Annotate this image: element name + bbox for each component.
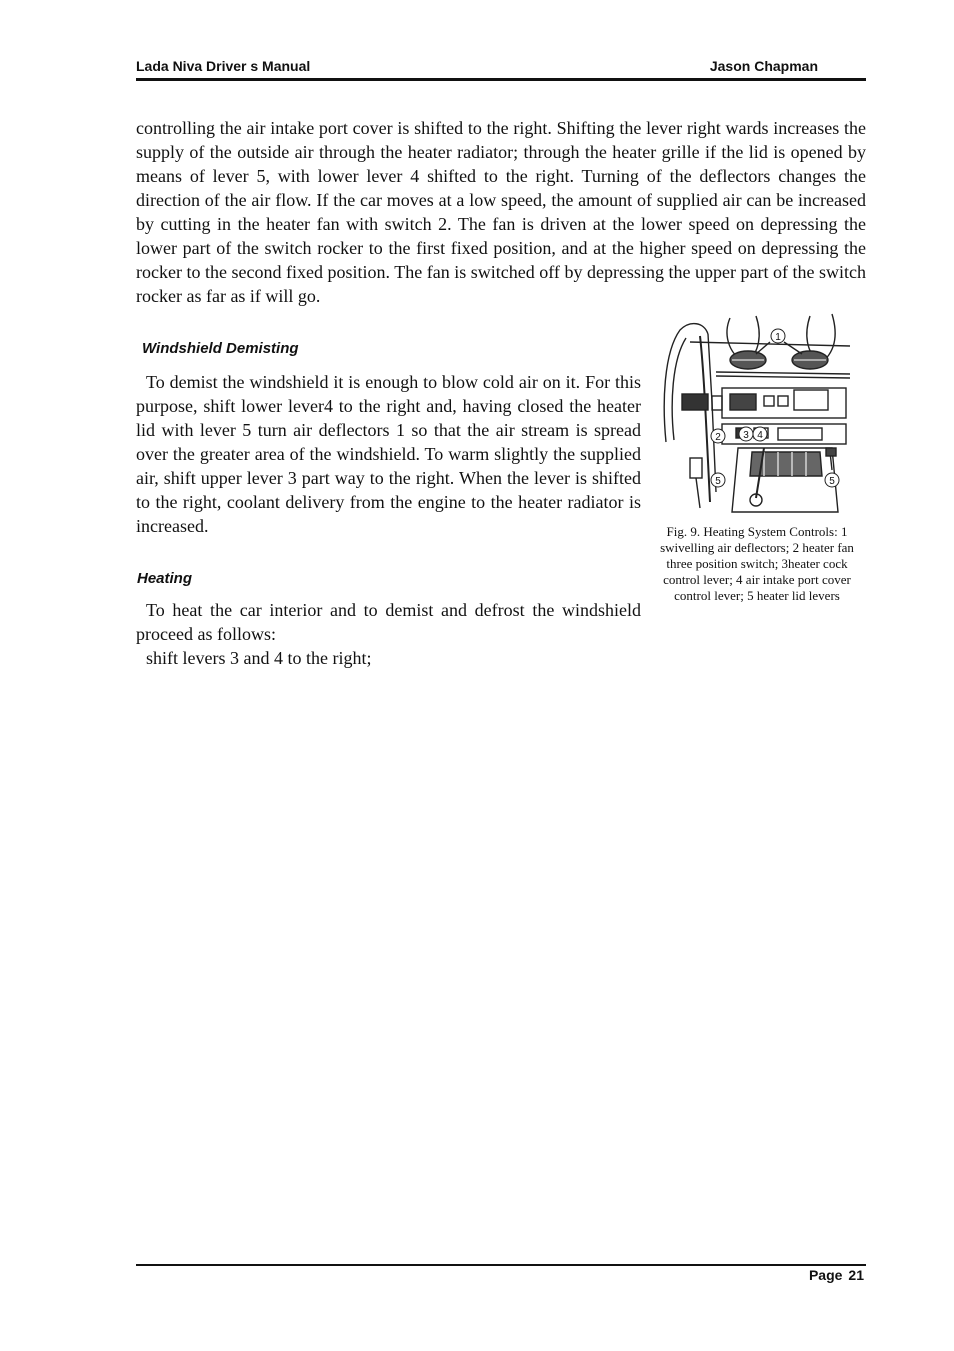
intro-paragraph: controlling the air intake port cover is shifted to the right. Shifting the lever right wards increases the supply of the outside air through the heater radiator; through the heater grille if the lid is opened by means of lever 5, with lower lever 4 shifted to the right. Turning of the deflectors changes the direction of the air flow. If the car moves at a low speed, the amount of supplied air can be increased by cutting in the heater fan with switch 2. The fan is driven at the lower speed on depressing the lower part of the switch rocker to the first fixed position, and at the higher speed on depressing the rocker to the second fixed position. The fan is switched off by depressing the upper part of the switch rocker as far as if will go. (136, 118, 866, 306)
heating-paragraph: To heat the car interior and to demist and defrost the windshield proceed as follows: (136, 600, 641, 644)
page-header (136, 58, 866, 81)
callout-5-right (825, 473, 839, 487)
heating-heading: Heating (137, 570, 193, 587)
page-label: Page (808, 1267, 843, 1283)
callout-2-label: 2 (715, 432, 721, 443)
callout-2 (711, 429, 725, 443)
callout-4 (753, 427, 767, 441)
callout-1 (771, 329, 785, 343)
heating-controls-figure (660, 312, 856, 520)
callout-5-left (711, 473, 725, 487)
demisting-heading: Windshield Demisting (142, 340, 299, 357)
figure-caption: Fig. 9. Heating System Controls: 1 swivelling air deflectors; 2 heater fan three position switch; 3heater cock control lever; 4 air intake port cover control lever; 5 heater lid levers (660, 524, 854, 603)
manual-title: Lada Niva Driver s Manual (136, 58, 311, 74)
page-number-block (809, 1267, 864, 1283)
callout-4-label: 4 (757, 430, 763, 441)
page-number: 21 (848, 1267, 864, 1283)
heating-step: shift levers 3 and 4 to the right; (146, 648, 372, 668)
callout-1-label: 1 (775, 332, 781, 343)
callout-5-right-label: 5 (829, 476, 835, 487)
author-name: Jason Chapman (709, 58, 818, 74)
demisting-paragraph: To demist the windshield it is enough to blow cold air on it. For this purpose, shift lower lever4 to the right and, having closed the heater lid with lever 5 turn air deflectors 1 so that the air stream is spread over the greater area of the windshield. To warm slightly the supplied air, shift upper lever 3 part way to the right. When the lever is shifted to the right, coolant delivery from the engine to the heater radiator is increased. (136, 372, 641, 536)
page-footer (136, 1264, 866, 1288)
dashboard-illustration (660, 312, 856, 520)
callout-3 (739, 427, 753, 441)
callout-3-label: 3 (743, 430, 749, 441)
callout-5-left-label: 5 (715, 476, 721, 487)
